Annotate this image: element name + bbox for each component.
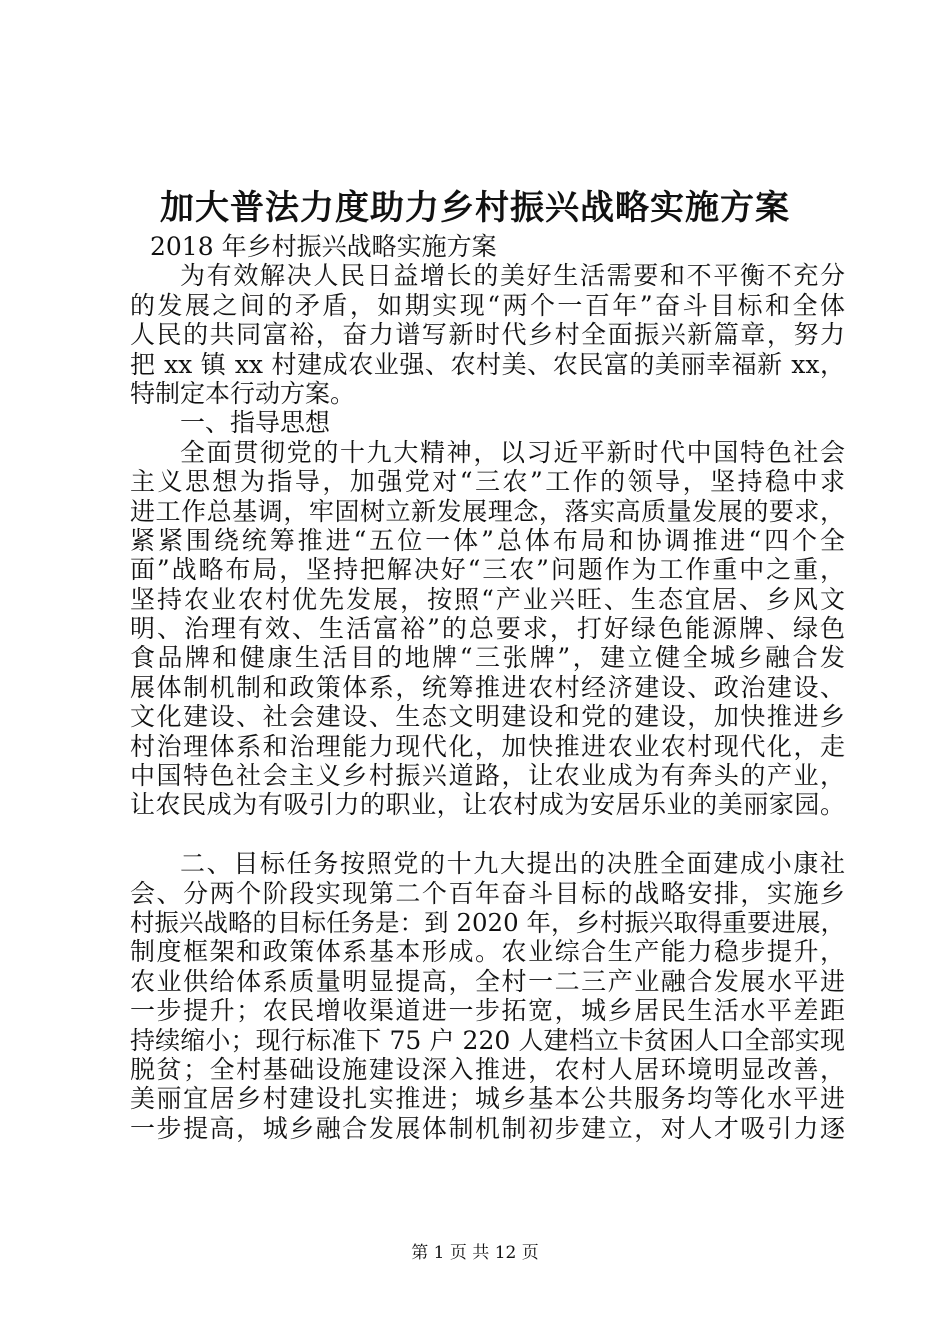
paragraph-line: 美丽宜居乡村建设扎实推进；城乡基本公共服务均等化水平进 [130,1084,845,1114]
paragraph-line: 脱贫；全村基础设施建设深入推进，农村人居环境明显改善， [130,1054,845,1084]
paragraph-line: 村治理体系和治理能力现代化，加快推进农业农村现代化，走 [130,731,845,761]
paragraph-line: 中国特色社会主义乡村振兴道路，让农业成为有奔头的产业， [130,761,845,791]
paragraph-line: 进工作总基调，牢固树立新发展理念，落实高质量发展的要求， [130,496,845,526]
paragraph-line: 把 xx 镇 xx 村建成农业强、农村美、农民富的美丽幸福新 xx， [130,349,845,379]
paragraph-line: 村振兴战略的目标任务是：到 2020 年，乡村振兴取得重要进展， [130,907,845,937]
paragraph-line: 主义思想为指导，加强党对“三农”工作的领导，坚持稳中求 [130,467,845,497]
paragraph-line: 会、分两个阶段实现第二个百年奋斗目标的战略安排，实施乡 [130,878,845,908]
document-title: 加大普法力度助力乡村振兴战略实施方案 [160,188,790,228]
paragraph-line: 文化建设、社会建设、生态文明建设和党的建设，加快推进乡 [130,702,845,732]
paragraph-line: 农业供给体系质量明显提高，全村一二三产业融合发展水平进 [130,966,845,996]
paragraph-line: 展体制机制和政策体系，统筹推进农村经济建设、政治建设、 [130,672,845,702]
paragraph-line: 持续缩小；现行标准下 75 户 220 人建档立卡贫困人口全部实现 [130,1025,845,1055]
paragraph-line: 一步提升；农民增收渠道进一步拓宽，城乡居民生活水平差距 [130,996,845,1026]
paragraph-line: 坚持农业农村优先发展，按照“产业兴旺、生态宜居、乡风文 [130,584,845,614]
paragraph-line: 面”战略布局，坚持把解决好“三农”问题作为工作重中之重， [130,555,845,585]
document-body [130,232,845,1143]
subtitle-line: 2018 年乡村振兴战略实施方案 [150,232,497,261]
paragraph-line: 二、目标任务按照党的十九大提出的决胜全面建成小康社 [180,849,845,879]
paragraph-line: 紧紧围绕统筹推进“五位一体”总体布局和协调推进“四个全 [130,525,845,555]
page-number-footer: 第 1 页 共 12 页 [411,1243,539,1263]
paragraph-line: 明、治理有效、生活富裕”的总要求，打好绿色能源牌、绿色 [130,614,845,644]
paragraph-line: 全面贯彻党的十九大精神，以习近平新时代中国特色社会 [180,437,845,467]
section-heading: 一、指导思想 [180,408,331,438]
paragraph-line: 让农民成为有吸引力的职业，让农村成为安居乐业的美丽家园。 [130,790,845,820]
paragraph-line: 特制定本行动方案。 [130,378,356,408]
paragraph-line: 一步提高，城乡融合发展体制机制初步建立，对人才吸引力逐 [130,1113,845,1143]
paragraph-line: 食品牌和健康生活目的地牌“三张牌”，建立健全城乡融合发 [130,643,845,673]
paragraph-line: 为有效解决人民日益增长的美好生活需要和不平衡不充分 [180,261,845,291]
paragraph-gap [130,820,845,849]
paragraph-line: 的发展之间的矛盾，如期实现“两个一百年”奋斗目标和全体 [130,290,845,320]
paragraph-line: 人民的共同富裕，奋力谱写新时代乡村全面振兴新篇章，努力 [130,320,845,350]
paragraph-line: 制度框架和政策体系基本形成。农业综合生产能力稳步提升， [130,937,845,967]
